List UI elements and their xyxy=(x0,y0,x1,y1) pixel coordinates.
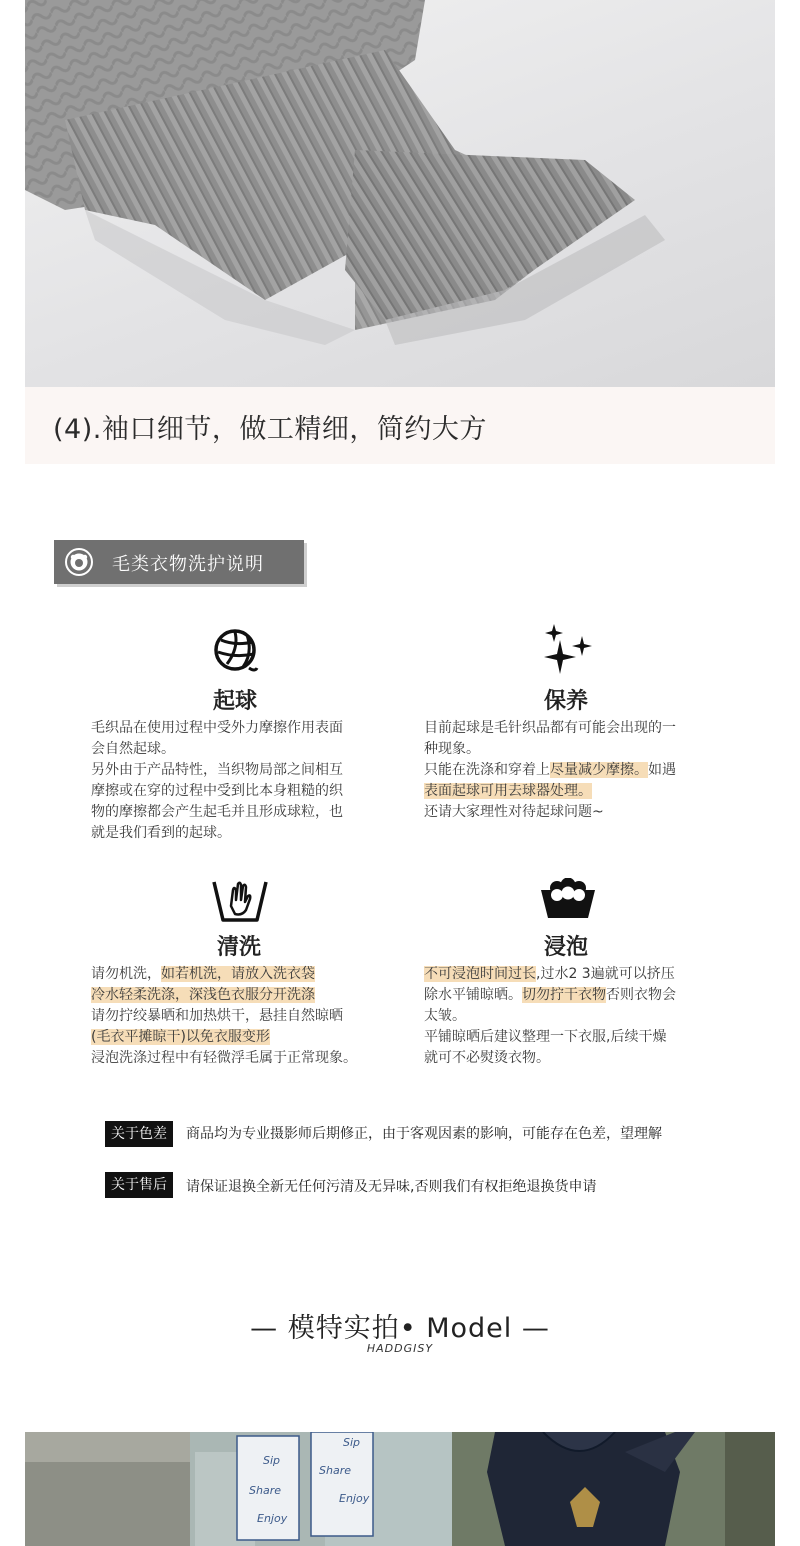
highlighted-text: 表面起球可用去球器处理。 xyxy=(424,783,592,799)
text-run: 否则衣物会 xyxy=(606,987,676,1003)
card-text-soaking xyxy=(424,964,734,1069)
highlighted-text: (毛衣平摊晾干)以免衣服变形 xyxy=(91,1029,270,1045)
card-text-washing xyxy=(91,964,401,1069)
text-run: 另外由于产品特性，当织物局部之间相互 xyxy=(91,762,343,778)
card-text-line xyxy=(91,760,391,781)
highlighted-text: 切勿拧干衣物 xyxy=(522,987,606,1003)
text-run: 就可不必熨烫衣物。 xyxy=(424,1050,550,1066)
text-run: 目前起球是毛针织品都有可能会出现的一 xyxy=(424,720,676,736)
model-photo xyxy=(25,1432,775,1546)
text-run: 请勿机洗， xyxy=(91,966,161,982)
color-difference-notice: 商品均为专业摄影师后期修正，由于客观因素的影响，可能存在色差，望理解 xyxy=(186,1126,662,1142)
card-text-line xyxy=(91,964,401,985)
model-photo-scene xyxy=(25,1432,775,1546)
text-run: 种现象。 xyxy=(424,741,480,757)
after-sales-notice: 请保证退换全新无任何污清及无异味,否则我们有权拒绝退换货申请 xyxy=(186,1179,597,1195)
card-text-line xyxy=(91,802,391,823)
card-text-line xyxy=(424,760,724,781)
color-difference-tag: 关于色差 xyxy=(105,1121,173,1147)
card-text-line xyxy=(91,1027,401,1048)
text-run: 如遇 xyxy=(648,762,676,778)
card-text-line xyxy=(424,781,724,802)
sleeve-detail-photo xyxy=(25,0,775,387)
text-run: 浸泡洗涤过程中有轻微浮毛属于正常现象。 xyxy=(91,1050,357,1066)
highlighted-text: 不可浸泡时间过长 xyxy=(424,966,536,982)
sheep-icon xyxy=(64,547,94,577)
highlighted-text: 如若机洗，请放入洗衣袋 xyxy=(161,966,315,982)
card-text-line xyxy=(91,739,391,760)
text-run: 平铺晾晒后建议整理一下衣服,后续干燥 xyxy=(424,1029,667,1045)
sleeve-caption: (4).袖口细节，做工精细，简约大方 xyxy=(53,414,487,445)
poster-right xyxy=(311,1432,373,1536)
highlighted-text: 尽量减少摩擦。 xyxy=(550,762,648,778)
card-text-line xyxy=(91,1006,401,1027)
card-text-line xyxy=(424,1048,734,1069)
poster-word: Enjoy xyxy=(257,1512,288,1525)
hand-wash-icon xyxy=(211,876,269,924)
soak-basin-icon xyxy=(540,878,596,920)
card-text-line xyxy=(91,1048,401,1069)
highlighted-text: 冷水轻柔洗涤，深浅色衣服分开洗涤 xyxy=(91,987,315,1003)
poster-word: Sip xyxy=(263,1454,281,1467)
care-instructions-header xyxy=(54,540,304,584)
text-run: 物的摩擦都会产生起毛并且形成球粒，也 xyxy=(91,804,343,820)
card-text-line xyxy=(424,739,724,760)
sparkle-icon xyxy=(540,622,594,676)
text-run: 就是我们看到的起球。 xyxy=(91,825,231,841)
text-run: 请勿拧绞暴晒和加热烘干，悬挂自然晾晒 xyxy=(91,1008,343,1024)
card-title-care: 保养 xyxy=(543,689,588,714)
card-title-pilling: 起球 xyxy=(212,689,257,714)
care-header-title: 毛类衣物洗护说明 xyxy=(112,554,264,575)
card-title-soaking: 浸泡 xyxy=(543,935,588,960)
poster-word: Share xyxy=(319,1464,351,1477)
after-sales-tag: 关于售后 xyxy=(105,1172,173,1198)
yarn-ball-icon xyxy=(213,628,259,674)
card-text-care xyxy=(424,718,724,823)
card-text-line xyxy=(424,802,724,823)
card-text-pilling xyxy=(91,718,391,844)
text-run: 毛织品在使用过程中受外力摩擦作用表面 xyxy=(91,720,343,736)
card-text-line xyxy=(424,964,734,985)
card-text-line xyxy=(424,1027,734,1048)
card-text-line xyxy=(424,985,734,1006)
sleeve-illustration xyxy=(25,0,775,387)
card-text-line xyxy=(91,781,391,802)
caption-band xyxy=(25,387,775,464)
card-title-washing: 清洗 xyxy=(216,935,261,960)
brand-subtitle: HADDGISY xyxy=(366,1342,434,1355)
text-run: 会自然起球。 xyxy=(91,741,175,757)
text-run: 只能在洗涤和穿着上 xyxy=(424,762,550,778)
text-run: 摩擦或在穿的过程中受到比本身粗糙的织 xyxy=(91,783,343,799)
text-run: 还请大家理性对待起球问题~ xyxy=(424,804,604,820)
text-run: 除水平铺晾晒。 xyxy=(424,987,522,1003)
poster-word: Sip xyxy=(343,1436,361,1449)
text-run: 太皱。 xyxy=(424,1008,466,1024)
card-text-line xyxy=(424,1006,734,1027)
card-text-line xyxy=(91,985,401,1006)
model-section-heading: — 模特实拍• Model — xyxy=(250,1313,550,1344)
poster-word: Enjoy xyxy=(339,1492,370,1505)
text-run: ,过水2 3遍就可以挤压 xyxy=(536,966,675,982)
card-text-line xyxy=(91,823,391,844)
card-text-line xyxy=(91,718,391,739)
card-text-line xyxy=(424,718,724,739)
poster-word: Share xyxy=(249,1484,281,1497)
